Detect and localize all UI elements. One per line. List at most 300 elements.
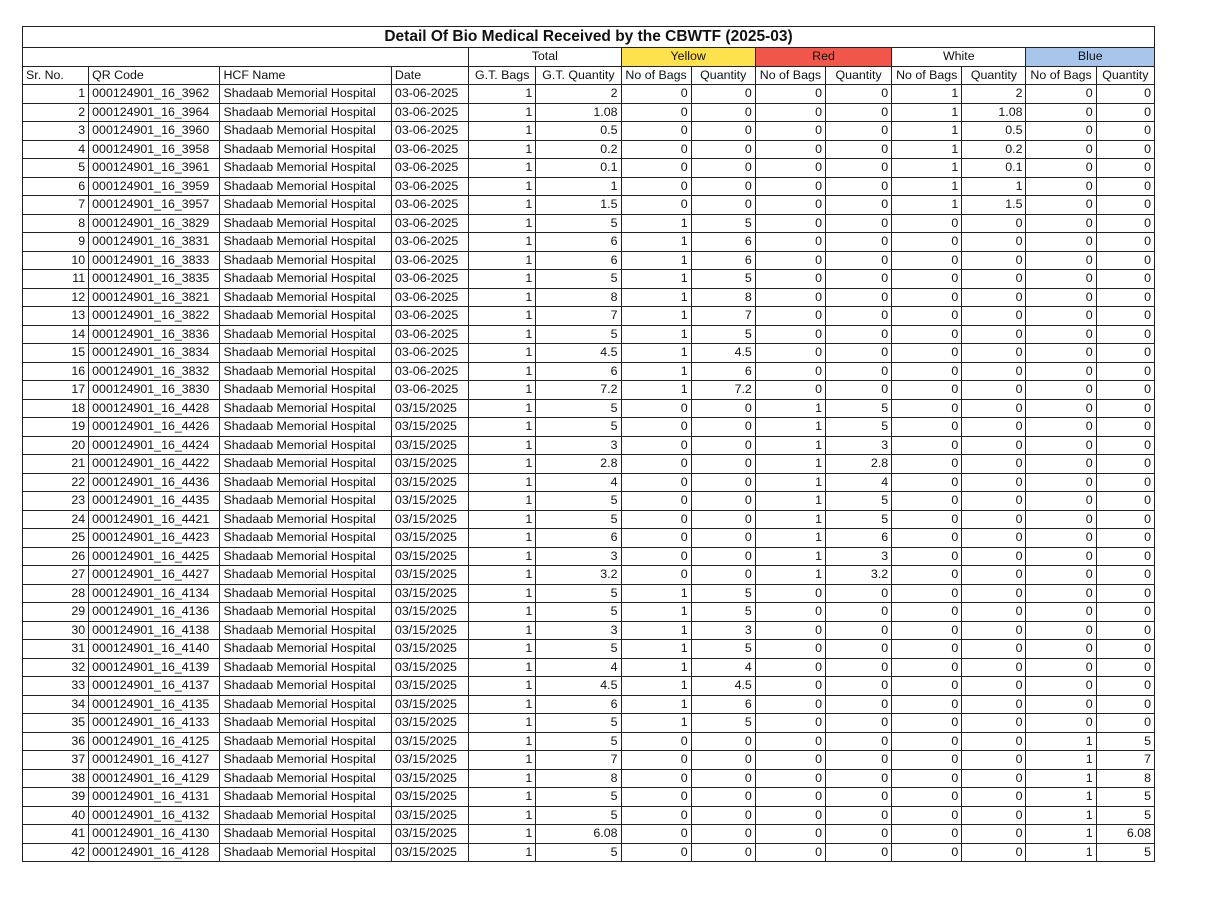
- cell-date: 03/15/2025: [391, 695, 468, 714]
- cell-white-quantity: 0: [962, 732, 1026, 751]
- cell-gt-quantity: 8: [536, 769, 621, 788]
- cell-qr-code: 000124901_16_4138: [89, 621, 220, 640]
- cell-qr-code: 000124901_16_3964: [89, 103, 220, 122]
- cell-gt-quantity: 5: [536, 492, 621, 511]
- cell-blue-bags: 0: [1026, 603, 1096, 622]
- cell-hcf-name: Shadaab Memorial Hospital: [220, 381, 391, 400]
- cell-red-bags: 0: [755, 621, 825, 640]
- table-row: [23, 177, 1155, 196]
- group-yellow: Yellow: [621, 48, 755, 67]
- cell-yellow-bags: 1: [621, 362, 691, 381]
- cell-hcf-name: Shadaab Memorial Hospital: [220, 288, 391, 307]
- cell-white-bags: 0: [892, 788, 962, 807]
- cell-blue-bags: 0: [1026, 473, 1096, 492]
- cell-gt-bags: 1: [469, 825, 536, 844]
- cell-hcf-name: Shadaab Memorial Hospital: [220, 732, 391, 751]
- cell-gt-bags: 1: [469, 159, 536, 178]
- cell-qr-code: 000124901_16_3830: [89, 381, 220, 400]
- group-header-row: [23, 48, 1155, 67]
- cell-red-quantity: 3.2: [826, 566, 892, 585]
- cell-blue-quantity: 0: [1096, 362, 1154, 381]
- cell-yellow-quantity: 5: [691, 325, 755, 344]
- cell-white-bags: 0: [892, 510, 962, 529]
- cell-yellow-bags: 1: [621, 251, 691, 270]
- cell-red-bags: 0: [755, 695, 825, 714]
- cell-hcf-name: Shadaab Memorial Hospital: [220, 103, 391, 122]
- cell-white-quantity: 0: [962, 825, 1026, 844]
- cell-gt-quantity: 5: [536, 603, 621, 622]
- cell-hcf-name: Shadaab Memorial Hospital: [220, 677, 391, 696]
- cell-gt-quantity: 2.8: [536, 455, 621, 474]
- cell-white-bags: 0: [892, 658, 962, 677]
- cell-gt-bags: 1: [469, 510, 536, 529]
- cell-gt-quantity: 6: [536, 362, 621, 381]
- cell-white-quantity: 1.5: [962, 196, 1026, 215]
- cell-yellow-quantity: 5: [691, 584, 755, 603]
- cell-blue-bags: 0: [1026, 288, 1096, 307]
- cell-blue-quantity: 0: [1096, 455, 1154, 474]
- cell-hcf-name: Shadaab Memorial Hospital: [220, 603, 391, 622]
- header-hcf-name: HCF Name: [220, 66, 391, 85]
- cell-gt-quantity: 3: [536, 547, 621, 566]
- report-title: Detail Of Bio Medical Received by the CBWTF (2025-03): [23, 27, 1155, 48]
- table-row: [23, 695, 1155, 714]
- cell-white-quantity: 0: [962, 362, 1026, 381]
- table-row: [23, 584, 1155, 603]
- cell-red-quantity: 0: [826, 640, 892, 659]
- cell-white-bags: 1: [892, 85, 962, 104]
- cell-qr-code: 000124901_16_4421: [89, 510, 220, 529]
- cell-red-quantity: 0: [826, 196, 892, 215]
- cell-red-quantity: 4: [826, 473, 892, 492]
- cell-red-quantity: 2.8: [826, 455, 892, 474]
- cell-white-quantity: 0: [962, 233, 1026, 252]
- cell-white-quantity: 0.2: [962, 140, 1026, 159]
- cell-sr-no: 38: [23, 769, 89, 788]
- cell-blue-bags: 0: [1026, 640, 1096, 659]
- cell-white-bags: 0: [892, 677, 962, 696]
- cell-red-quantity: 0: [826, 344, 892, 363]
- table-row: [23, 714, 1155, 733]
- cell-red-quantity: 0: [826, 769, 892, 788]
- cell-gt-quantity: 5: [536, 399, 621, 418]
- cell-blue-quantity: 0: [1096, 122, 1154, 141]
- cell-red-quantity: 0: [826, 658, 892, 677]
- table-row: [23, 418, 1155, 437]
- cell-date: 03-06-2025: [391, 122, 468, 141]
- cell-blue-bags: 0: [1026, 85, 1096, 104]
- cell-white-quantity: 2: [962, 85, 1026, 104]
- cell-gt-bags: 1: [469, 214, 536, 233]
- cell-gt-bags: 1: [469, 806, 536, 825]
- cell-red-bags: 0: [755, 806, 825, 825]
- cell-white-bags: 0: [892, 399, 962, 418]
- cell-red-quantity: 0: [826, 122, 892, 141]
- cell-blue-bags: 0: [1026, 492, 1096, 511]
- cell-yellow-bags: 0: [621, 732, 691, 751]
- cell-hcf-name: Shadaab Memorial Hospital: [220, 510, 391, 529]
- cell-red-quantity: 0: [826, 85, 892, 104]
- cell-white-bags: 0: [892, 233, 962, 252]
- cell-white-quantity: 0: [962, 473, 1026, 492]
- cell-red-quantity: 0: [826, 159, 892, 178]
- cell-yellow-bags: 0: [621, 473, 691, 492]
- cell-gt-bags: 1: [469, 751, 536, 770]
- report-sheet: [22, 26, 1155, 862]
- cell-blue-bags: 1: [1026, 769, 1096, 788]
- cell-blue-quantity: 0: [1096, 473, 1154, 492]
- cell-hcf-name: Shadaab Memorial Hospital: [220, 251, 391, 270]
- cell-yellow-quantity: 0: [691, 455, 755, 474]
- cell-date: 03-06-2025: [391, 140, 468, 159]
- cell-sr-no: 29: [23, 603, 89, 622]
- cell-date: 03/15/2025: [391, 584, 468, 603]
- cell-sr-no: 20: [23, 436, 89, 455]
- cell-red-quantity: 0: [826, 677, 892, 696]
- cell-gt-bags: 1: [469, 658, 536, 677]
- cell-qr-code: 000124901_16_4423: [89, 529, 220, 548]
- cell-yellow-bags: 1: [621, 584, 691, 603]
- cell-gt-quantity: 2: [536, 85, 621, 104]
- cell-white-bags: 1: [892, 196, 962, 215]
- cell-yellow-bags: 0: [621, 122, 691, 141]
- cell-gt-bags: 1: [469, 418, 536, 437]
- cell-white-bags: 0: [892, 584, 962, 603]
- cell-white-quantity: 0: [962, 603, 1026, 622]
- cell-red-bags: 0: [755, 103, 825, 122]
- cell-yellow-bags: 0: [621, 751, 691, 770]
- cell-gt-quantity: 0.1: [536, 159, 621, 178]
- cell-date: 03-06-2025: [391, 307, 468, 326]
- table-row: [23, 788, 1155, 807]
- cell-gt-bags: 1: [469, 529, 536, 548]
- cell-gt-quantity: 5: [536, 806, 621, 825]
- cell-blue-quantity: 0: [1096, 85, 1154, 104]
- cell-white-quantity: 0: [962, 492, 1026, 511]
- cell-date: 03/15/2025: [391, 677, 468, 696]
- cell-yellow-bags: 0: [621, 492, 691, 511]
- cell-yellow-quantity: 7.2: [691, 381, 755, 400]
- cell-red-bags: 0: [755, 603, 825, 622]
- cell-date: 03/15/2025: [391, 732, 468, 751]
- cell-yellow-bags: 0: [621, 399, 691, 418]
- cell-blue-quantity: 0: [1096, 307, 1154, 326]
- cell-date: 03/15/2025: [391, 788, 468, 807]
- cell-hcf-name: Shadaab Memorial Hospital: [220, 621, 391, 640]
- table-row: [23, 825, 1155, 844]
- table-row: [23, 85, 1155, 104]
- cell-hcf-name: Shadaab Memorial Hospital: [220, 825, 391, 844]
- cell-white-bags: 0: [892, 288, 962, 307]
- cell-date: 03/15/2025: [391, 751, 468, 770]
- cell-qr-code: 000124901_16_3835: [89, 270, 220, 289]
- cell-gt-quantity: 5: [536, 843, 621, 862]
- cell-date: 03-06-2025: [391, 177, 468, 196]
- cell-gt-bags: 1: [469, 473, 536, 492]
- cell-gt-quantity: 6.08: [536, 825, 621, 844]
- table-row: [23, 603, 1155, 622]
- cell-hcf-name: Shadaab Memorial Hospital: [220, 714, 391, 733]
- cell-date: 03-06-2025: [391, 85, 468, 104]
- cell-date: 03-06-2025: [391, 270, 468, 289]
- cell-blue-bags: 0: [1026, 103, 1096, 122]
- cell-red-bags: 1: [755, 436, 825, 455]
- table-row: [23, 325, 1155, 344]
- cell-sr-no: 33: [23, 677, 89, 696]
- cell-hcf-name: Shadaab Memorial Hospital: [220, 344, 391, 363]
- table-row: [23, 529, 1155, 548]
- cell-white-bags: 1: [892, 103, 962, 122]
- cell-qr-code: 000124901_16_3822: [89, 307, 220, 326]
- cell-qr-code: 000124901_16_4132: [89, 806, 220, 825]
- cell-gt-bags: 1: [469, 140, 536, 159]
- cell-gt-bags: 1: [469, 547, 536, 566]
- cell-blue-bags: 0: [1026, 399, 1096, 418]
- cell-white-quantity: 0: [962, 529, 1026, 548]
- cell-red-bags: 1: [755, 510, 825, 529]
- cell-yellow-quantity: 0: [691, 436, 755, 455]
- cell-blue-bags: 1: [1026, 806, 1096, 825]
- cell-blue-quantity: 0: [1096, 640, 1154, 659]
- cell-hcf-name: Shadaab Memorial Hospital: [220, 566, 391, 585]
- cell-blue-bags: 1: [1026, 732, 1096, 751]
- cell-sr-no: 32: [23, 658, 89, 677]
- cell-qr-code: 000124901_16_4135: [89, 695, 220, 714]
- cell-red-bags: 0: [755, 122, 825, 141]
- cell-hcf-name: Shadaab Memorial Hospital: [220, 769, 391, 788]
- cell-yellow-bags: 1: [621, 325, 691, 344]
- cell-red-bags: 0: [755, 288, 825, 307]
- cell-gt-bags: 1: [469, 621, 536, 640]
- cell-sr-no: 39: [23, 788, 89, 807]
- cell-qr-code: 000124901_16_4435: [89, 492, 220, 511]
- cell-hcf-name: Shadaab Memorial Hospital: [220, 140, 391, 159]
- cell-sr-no: 1: [23, 85, 89, 104]
- cell-date: 03/15/2025: [391, 436, 468, 455]
- cell-date: 03/15/2025: [391, 529, 468, 548]
- table-row: [23, 307, 1155, 326]
- cell-blue-bags: 0: [1026, 714, 1096, 733]
- cell-red-bags: 0: [755, 584, 825, 603]
- cell-yellow-bags: 1: [621, 270, 691, 289]
- cell-gt-quantity: 3.2: [536, 566, 621, 585]
- cell-red-bags: 0: [755, 307, 825, 326]
- cell-yellow-bags: 0: [621, 103, 691, 122]
- cell-gt-bags: 1: [469, 732, 536, 751]
- cell-qr-code: 000124901_16_4428: [89, 399, 220, 418]
- cell-yellow-bags: 1: [621, 695, 691, 714]
- cell-blue-quantity: 0: [1096, 214, 1154, 233]
- cell-blue-bags: 0: [1026, 584, 1096, 603]
- cell-gt-quantity: 5: [536, 270, 621, 289]
- cell-red-quantity: 0: [826, 603, 892, 622]
- cell-yellow-bags: 1: [621, 233, 691, 252]
- cell-red-quantity: 0: [826, 695, 892, 714]
- cell-hcf-name: Shadaab Memorial Hospital: [220, 529, 391, 548]
- cell-gt-quantity: 4: [536, 658, 621, 677]
- header-blue-quantity: Quantity: [1096, 66, 1154, 85]
- cell-white-bags: 0: [892, 214, 962, 233]
- cell-gt-quantity: 1: [536, 177, 621, 196]
- cell-qr-code: 000124901_16_4125: [89, 732, 220, 751]
- cell-sr-no: 6: [23, 177, 89, 196]
- cell-blue-quantity: 7: [1096, 751, 1154, 770]
- cell-white-bags: 0: [892, 603, 962, 622]
- cell-hcf-name: Shadaab Memorial Hospital: [220, 492, 391, 511]
- cell-blue-quantity: 0: [1096, 714, 1154, 733]
- cell-red-quantity: 0: [826, 714, 892, 733]
- cell-white-quantity: 0: [962, 344, 1026, 363]
- cell-white-quantity: 0: [962, 381, 1026, 400]
- cell-white-quantity: 0: [962, 788, 1026, 807]
- cell-sr-no: 42: [23, 843, 89, 862]
- cell-hcf-name: Shadaab Memorial Hospital: [220, 806, 391, 825]
- table-row: [23, 270, 1155, 289]
- table-row: [23, 251, 1155, 270]
- cell-blue-bags: 1: [1026, 825, 1096, 844]
- cell-gt-bags: 1: [469, 584, 536, 603]
- cell-gt-quantity: 5: [536, 714, 621, 733]
- cell-gt-quantity: 1.08: [536, 103, 621, 122]
- cell-qr-code: 000124901_16_3958: [89, 140, 220, 159]
- cell-white-bags: 1: [892, 122, 962, 141]
- cell-red-quantity: 0: [826, 732, 892, 751]
- cell-sr-no: 13: [23, 307, 89, 326]
- cell-yellow-bags: 1: [621, 344, 691, 363]
- cell-red-bags: 1: [755, 492, 825, 511]
- cell-red-bags: 1: [755, 547, 825, 566]
- table-row: [23, 751, 1155, 770]
- cell-white-bags: 0: [892, 473, 962, 492]
- header-blue-bags: No of Bags: [1026, 66, 1096, 85]
- cell-yellow-bags: 0: [621, 510, 691, 529]
- cell-yellow-quantity: 0: [691, 806, 755, 825]
- cell-blue-quantity: 5: [1096, 732, 1154, 751]
- cell-sr-no: 2: [23, 103, 89, 122]
- group-red: Red: [755, 48, 891, 67]
- cell-sr-no: 31: [23, 640, 89, 659]
- cell-gt-bags: 1: [469, 307, 536, 326]
- cell-red-bags: 1: [755, 399, 825, 418]
- cell-red-quantity: 0: [826, 621, 892, 640]
- cell-yellow-quantity: 5: [691, 603, 755, 622]
- cell-yellow-bags: 1: [621, 640, 691, 659]
- cell-gt-quantity: 6: [536, 695, 621, 714]
- table-row: [23, 806, 1155, 825]
- header-qr-code: QR Code: [89, 66, 220, 85]
- cell-hcf-name: Shadaab Memorial Hospital: [220, 85, 391, 104]
- cell-red-quantity: 5: [826, 418, 892, 437]
- table-row: [23, 473, 1155, 492]
- cell-gt-bags: 1: [469, 270, 536, 289]
- cell-date: 03-06-2025: [391, 196, 468, 215]
- cell-red-bags: 0: [755, 270, 825, 289]
- cell-yellow-bags: 0: [621, 140, 691, 159]
- cell-blue-quantity: 0: [1096, 251, 1154, 270]
- column-header-row: [23, 66, 1155, 85]
- cell-date: 03-06-2025: [391, 214, 468, 233]
- header-red-quantity: Quantity: [826, 66, 892, 85]
- table-row: [23, 140, 1155, 159]
- table-row: [23, 732, 1155, 751]
- cell-gt-bags: 1: [469, 399, 536, 418]
- cell-gt-bags: 1: [469, 695, 536, 714]
- cell-red-quantity: 0: [826, 103, 892, 122]
- cell-red-bags: 0: [755, 233, 825, 252]
- cell-gt-quantity: 4.5: [536, 677, 621, 696]
- cell-white-bags: 0: [892, 455, 962, 474]
- cell-red-quantity: 0: [826, 214, 892, 233]
- cell-gt-quantity: 6: [536, 251, 621, 270]
- cell-sr-no: 41: [23, 825, 89, 844]
- cell-yellow-quantity: 5: [691, 640, 755, 659]
- cell-qr-code: 000124901_16_3836: [89, 325, 220, 344]
- table-row: [23, 492, 1155, 511]
- cell-sr-no: 27: [23, 566, 89, 585]
- cell-gt-bags: 1: [469, 566, 536, 585]
- cell-white-quantity: 0: [962, 325, 1026, 344]
- cell-white-bags: 0: [892, 362, 962, 381]
- table-row: [23, 122, 1155, 141]
- cell-date: 03-06-2025: [391, 362, 468, 381]
- cell-white-quantity: 0.5: [962, 122, 1026, 141]
- cell-sr-no: 7: [23, 196, 89, 215]
- cell-blue-bags: 0: [1026, 677, 1096, 696]
- cell-yellow-quantity: 0: [691, 769, 755, 788]
- table-row: [23, 547, 1155, 566]
- cell-hcf-name: Shadaab Memorial Hospital: [220, 325, 391, 344]
- cell-yellow-quantity: 0: [691, 529, 755, 548]
- cell-red-bags: 0: [755, 381, 825, 400]
- cell-red-quantity: 0: [826, 584, 892, 603]
- cell-qr-code: 000124901_16_4128: [89, 843, 220, 862]
- cell-gt-bags: 1: [469, 362, 536, 381]
- cell-hcf-name: Shadaab Memorial Hospital: [220, 418, 391, 437]
- cell-yellow-quantity: 0: [691, 473, 755, 492]
- cell-gt-bags: 1: [469, 769, 536, 788]
- table-row: [23, 658, 1155, 677]
- cell-blue-bags: 0: [1026, 251, 1096, 270]
- cell-white-bags: 0: [892, 621, 962, 640]
- cell-red-quantity: 0: [826, 288, 892, 307]
- cell-gt-quantity: 6: [536, 529, 621, 548]
- cell-white-bags: 0: [892, 732, 962, 751]
- cell-white-bags: 0: [892, 418, 962, 437]
- cell-gt-quantity: 0.2: [536, 140, 621, 159]
- cell-red-quantity: 0: [826, 751, 892, 770]
- cell-white-quantity: 0: [962, 751, 1026, 770]
- cell-qr-code: 000124901_16_4140: [89, 640, 220, 659]
- bio-medical-table: [22, 26, 1155, 862]
- cell-red-quantity: 0: [826, 307, 892, 326]
- cell-white-bags: 1: [892, 159, 962, 178]
- cell-gt-quantity: 4.5: [536, 344, 621, 363]
- cell-hcf-name: Shadaab Memorial Hospital: [220, 640, 391, 659]
- cell-hcf-name: Shadaab Memorial Hospital: [220, 547, 391, 566]
- cell-yellow-bags: 1: [621, 677, 691, 696]
- cell-sr-no: 9: [23, 233, 89, 252]
- cell-white-bags: 0: [892, 751, 962, 770]
- cell-blue-bags: 0: [1026, 455, 1096, 474]
- table-row: [23, 566, 1155, 585]
- cell-yellow-bags: 0: [621, 159, 691, 178]
- cell-red-quantity: 0: [826, 381, 892, 400]
- cell-gt-quantity: 3: [536, 621, 621, 640]
- cell-date: 03/15/2025: [391, 603, 468, 622]
- cell-white-bags: 0: [892, 825, 962, 844]
- cell-hcf-name: Shadaab Memorial Hospital: [220, 159, 391, 178]
- cell-sr-no: 19: [23, 418, 89, 437]
